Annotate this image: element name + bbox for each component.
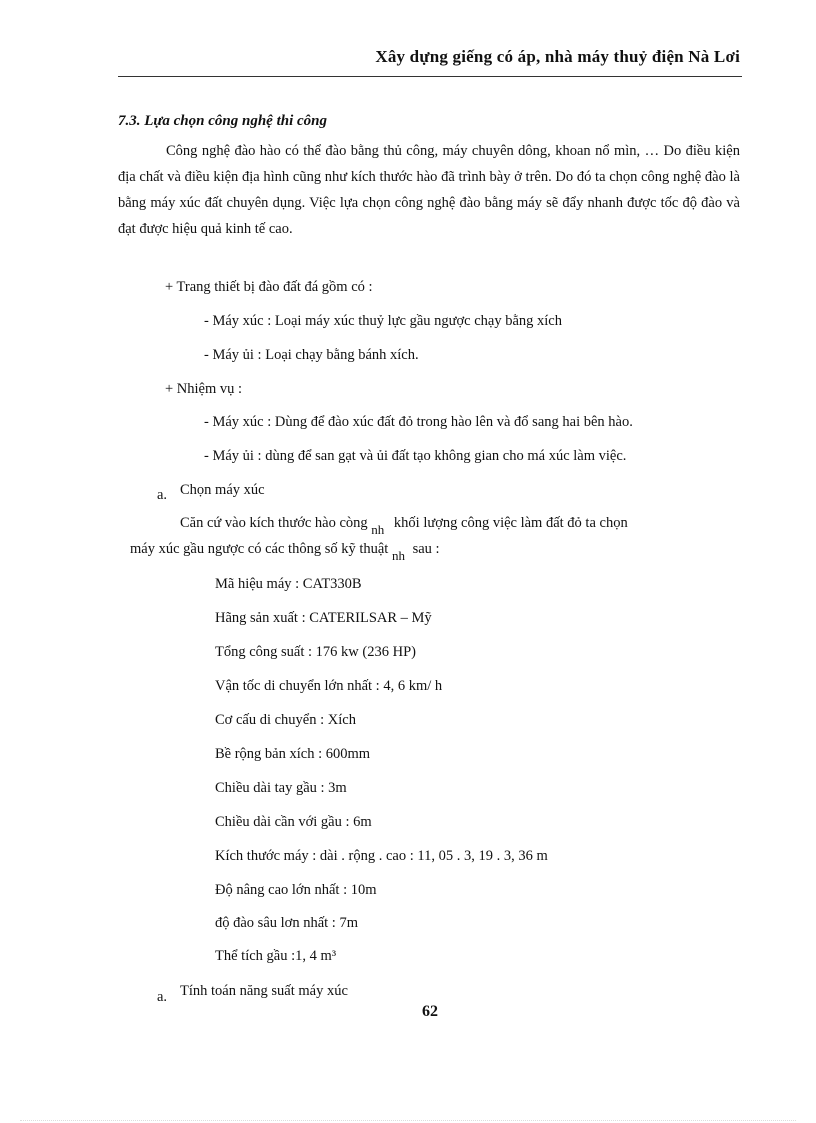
subscript-nh: nh bbox=[391, 548, 405, 563]
spec-item: Hãng sản xuất : CATERILSAR – Mỹ bbox=[215, 610, 432, 626]
choose-line-2-start: máy xúc gầu ngược có các thông số kỹ thuật bbox=[130, 541, 389, 557]
spec-item: độ đào sâu lơn nhất : 7m bbox=[215, 915, 358, 931]
section-title: 7.3. Lựa chọn công nghệ thi công bbox=[118, 113, 328, 129]
task-item: - Máy xúc : Dùng để đào xúc đất đỏ trong hào lên và đổ sang hai bên hào. bbox=[204, 414, 633, 430]
equipment-item: - Máy xúc : Loại máy xúc thuỷ lực gầu ngược chạy bằng xích bbox=[204, 313, 562, 329]
spec-item: Vận tốc di chuyển lớn nhất : 4, 6 km/ h bbox=[215, 678, 443, 694]
spec-item: Kích thước máy : dài . rộng . cao : 11, 05 . 3, 19 . 3, 36 m bbox=[215, 848, 548, 864]
choose-line-2 bbox=[130, 541, 440, 563]
spec-item: Cơ cấu di chuyển : Xích bbox=[215, 712, 356, 728]
tasks-heading: + Nhiệm vụ : bbox=[165, 381, 243, 397]
productivity-marker: a. bbox=[157, 989, 168, 1005]
intro-paragraph bbox=[118, 138, 740, 242]
header-rule bbox=[118, 76, 742, 77]
spec-item: Độ nâng cao lớn nhất : 10m bbox=[215, 882, 377, 898]
spec-item: Bề rộng bản xích : 600mm bbox=[215, 746, 371, 762]
page-number: 62 bbox=[422, 1003, 438, 1020]
productivity-heading: Tính toán năng suất máy xúc bbox=[180, 983, 348, 999]
subscript-nh: nh bbox=[371, 522, 385, 537]
intro-text: Công nghệ đào hào có thể đào bằng thủ công, máy chuyên dông, khoan nổ mìn, … Do điều kiện địa chất và điều kiện địa hình cũng như kích thước hào đã trình bày ở trên. Do đó ta chọn công nghệ đào là bằng máy xúc đất chuyên dụng. Việc lựa chọn công nghệ đào bằng máy sẽ đẩy nhanh được tốc độ đào và đạt được hiệu quả kinh tế cao. bbox=[118, 143, 740, 237]
choose-heading: Chọn máy xúc bbox=[180, 482, 265, 498]
equipment-item: - Máy ủi : Loại chạy bằng bánh xích. bbox=[204, 347, 419, 363]
choose-line-2-end: sau : bbox=[412, 541, 440, 557]
choose-line-1 bbox=[180, 515, 628, 537]
spec-item: Chiều dài tay gầu : 3m bbox=[215, 780, 347, 796]
bottom-dotted-rule bbox=[20, 1120, 796, 1121]
task-item: - Máy ủi : dùng để san gạt và ủi đất tạo không gian cho má xúc làm việc. bbox=[204, 448, 627, 464]
choose-line-1-end: khối lượng công việc làm đất đỏ ta chọn bbox=[393, 515, 628, 531]
choose-line-1-start: Căn cứ vào kích thước hào còng bbox=[180, 515, 368, 531]
spec-item: Tổng công suất : 176 kw (236 HP) bbox=[215, 644, 416, 660]
spec-item: Mã hiệu máy : CAT330B bbox=[215, 576, 362, 592]
page-header-title: Xây dựng giếng có áp, nhà máy thuỷ điện Nà Lơi bbox=[375, 47, 740, 66]
equipment-heading: + Trang thiết bị đào đất đá gồm có : bbox=[165, 279, 373, 295]
spec-item: Chiều dài cần với gầu : 6m bbox=[215, 814, 372, 830]
spec-item: Thể tích gầu :1, 4 m³ bbox=[215, 948, 337, 964]
choose-marker: a. bbox=[157, 487, 168, 503]
